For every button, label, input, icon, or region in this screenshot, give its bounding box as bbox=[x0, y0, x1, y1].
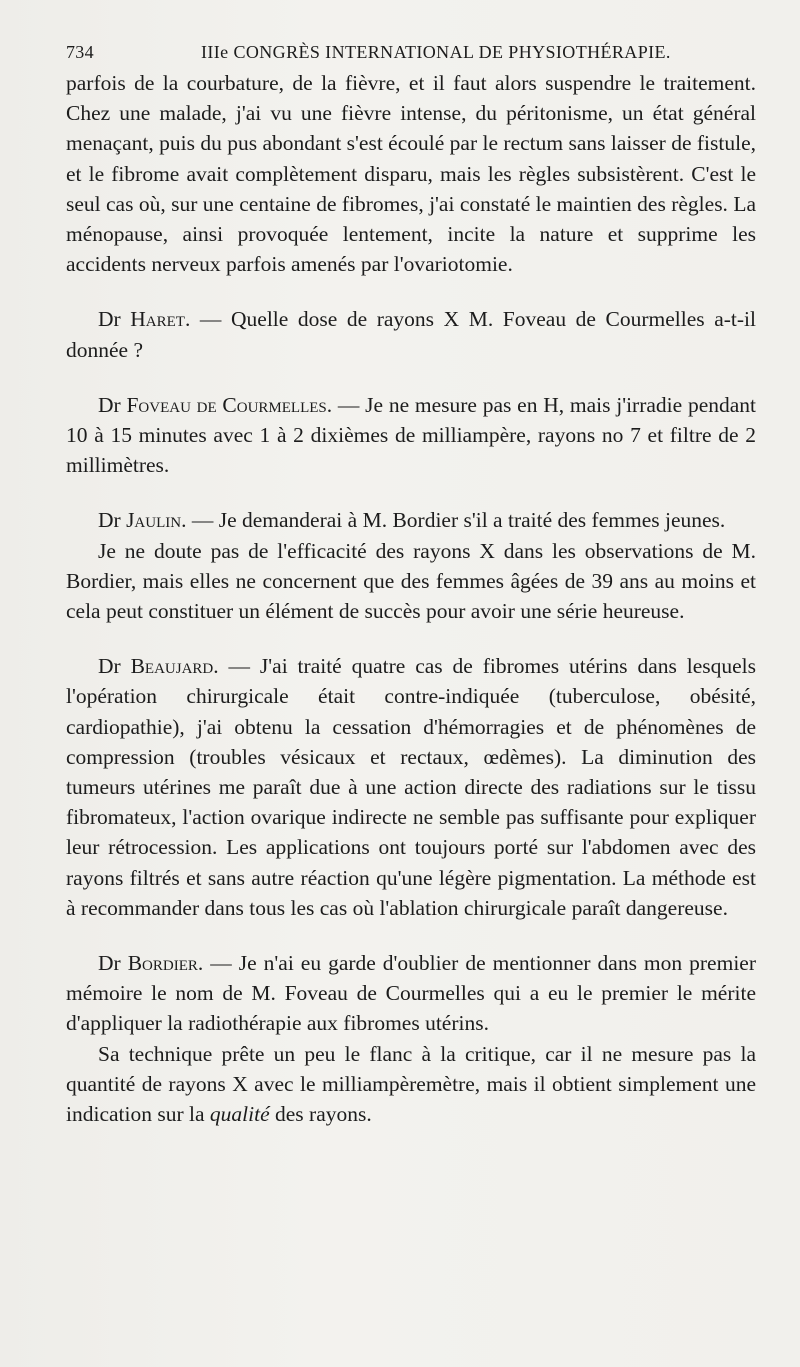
speaker-title: Dr bbox=[98, 392, 121, 417]
paragraph-bordier bbox=[66, 948, 756, 1039]
speech-text: — J'ai traité quatre cas de fibromes utérins dans lesquels l'opération chirurgicale était contre-indiquée (tuberculose, obésité, cardiopathie), j'ai obtenu la cessation d'hémorragies et de phénomènes de compression (troubles vésicaux et rectaux, œdèmes). La diminution des tumeurs utérines me paraît due à une action directe des radiations sur le tissu fibromateux, l'action ovarique indirecte ne semble pas suffisante pour expliquer leur rétrocession. Les applications ont toujours porté sur l'abdomen avec des rayons filtrés et sans autre réaction qu'une légère pigmentation. La méthode est à recommander dans tous les cas où l'ablation chirurgicale paraît dangereuse. bbox=[66, 654, 756, 920]
paragraph-jaulin bbox=[66, 505, 756, 535]
speaker-title: Dr bbox=[98, 508, 121, 533]
speech-text: — Je ne mesure pas en H, mais j'irradie pendant 10 à 15 minutes avec 1 à 2 dixièmes de milliampère, rayons no 7 et filtre de 2 millimètres. bbox=[66, 392, 756, 478]
speech-text: — Quelle dose de rayons X M. Foveau de Courmelles a-t-il donnée ? bbox=[66, 307, 757, 362]
body-text bbox=[66, 68, 756, 1129]
paragraph-beaujard bbox=[66, 651, 756, 923]
paragraph-foveau bbox=[66, 390, 756, 481]
speaker-name: Beaujard. bbox=[130, 654, 219, 679]
speaker-title: Dr bbox=[98, 654, 121, 679]
speaker-name: Foveau de Courmelles. bbox=[126, 392, 333, 417]
emphasis-text: qualité bbox=[209, 1102, 270, 1127]
speaker-title: Dr bbox=[98, 951, 121, 976]
speech-text: — Je n'ai eu garde d'oublier de mentionner dans mon premier mémoire le nom de M. Foveau de Courmelles qui a eu le premier le mérite d'appliquer la radiothérapie aux fibromes utérins. bbox=[66, 951, 757, 1036]
speaker-name: Jaulin. bbox=[126, 508, 187, 533]
paragraph-jaulin-continued: Je ne doute pas de l'efficacité des rayons X dans les observations de M. Bordier, mais elles ne concernent que des femmes âgées de 39 ans au moins et cela peut constituer un élément de succès pour avoir une série heureuse. bbox=[66, 538, 756, 624]
paragraph-continuation: parfois de la courbature, de la fièvre, et il faut alors suspendre le traitement. Chez une malade, j'ai vu une fièvre intense, du péritonisme, un état général menaçant, puis du pus abondant s'est écoulé par le rectum sans laisser de fistule, et le fibrome avait complètement disparu, mais les règles subsistèrent. C'est le seul cas où, sur une centaine de fibromes, j'ai constaté le maintien des règles. La ménopause, ainsi provoquée lentement, incite la nature et supprime les accidents nerveux parfois amenés par l'ovariotomie. bbox=[66, 71, 756, 277]
speech-text: Sa technique prête un peu le flanc à la critique, car il ne mesure pas la quantité de rayons X avec le milliampèremètre, mais il obtient simplement une indication sur la bbox=[66, 1041, 756, 1127]
speech-text-end: des rayons. bbox=[275, 1102, 372, 1127]
speaker-name: Haret. bbox=[130, 307, 191, 332]
paragraph-bordier-continued bbox=[66, 1039, 756, 1130]
speaker-title: Dr bbox=[98, 307, 121, 332]
paragraph-haret bbox=[66, 304, 756, 364]
page-header bbox=[66, 42, 756, 68]
running-title: IIIe CONGRÈS INTERNATIONAL DE PHYSIOTHÉRAPIE. bbox=[201, 42, 671, 62]
speech-text: — Je demanderai à M. Bordier s'il a traité des femmes jeunes. bbox=[191, 508, 726, 533]
page-number: 734 bbox=[66, 42, 94, 62]
speaker-name: Bordier. bbox=[127, 951, 204, 976]
